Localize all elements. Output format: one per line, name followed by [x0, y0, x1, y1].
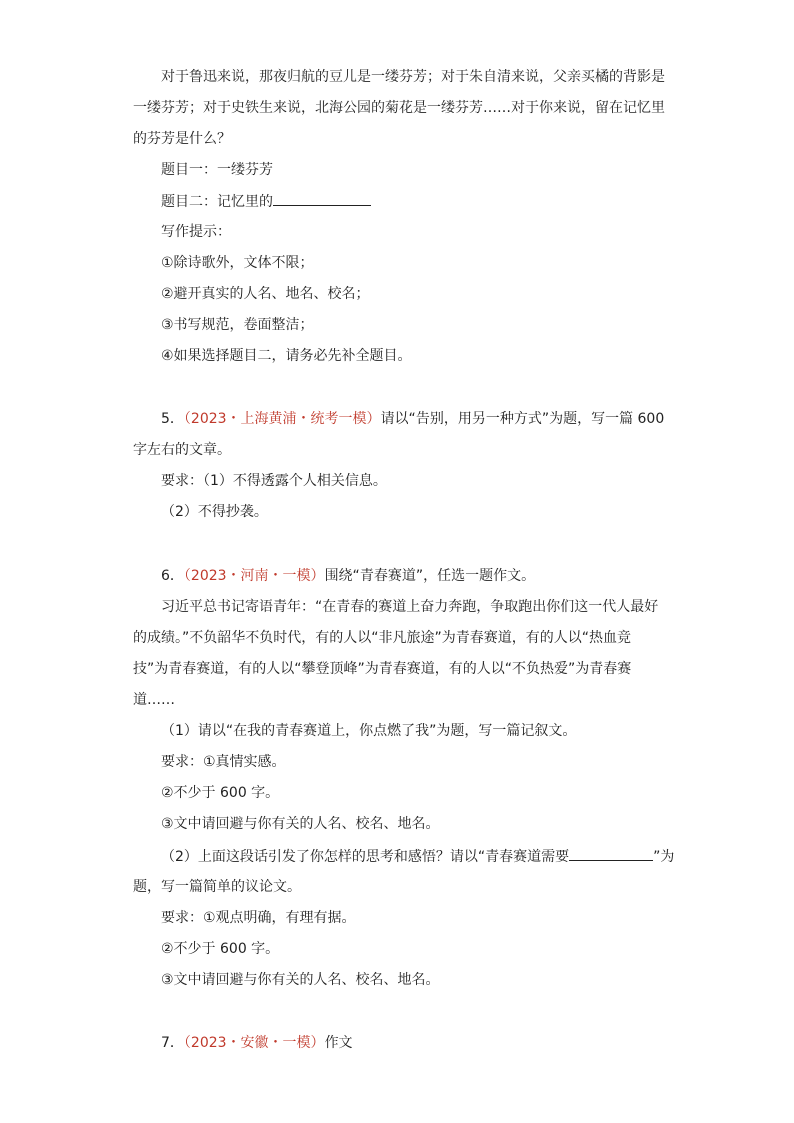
q6-para-line-1: 习近平总书记寄语青年：“在青春的赛道上奋力奔跑，争取跑出你们这一代人最好 [161, 599, 659, 615]
q6-sub1-req-1: 要求：①真情实感。 [161, 754, 286, 770]
q6-sub2-req-2: ②不少于 600 字。 [161, 941, 280, 957]
q7-source: （2023・安徽・一模） [183, 1035, 325, 1051]
tips-heading: 写作提示： [161, 224, 231, 240]
tip-item-3: ③书写规范，卷面整洁； [161, 317, 314, 333]
q6-para-line-3: 技”为青春赛道，有的人以“攀登顶峰”为青春赛道，有的人以“不负热爱”为青春赛 [133, 661, 632, 677]
q6-heading-text: 围绕“青春赛道”，任选一题作文。 [324, 568, 536, 584]
q6-sub2-req-1: 要求：①观点明确，有理有据。 [161, 910, 356, 926]
topic-two-blank [273, 191, 371, 206]
q6-sub2-blank [569, 846, 653, 861]
topic-two-prefix: 题目二：记忆里的 [161, 194, 273, 210]
q6-sub2-suffix: ”为 [653, 849, 675, 865]
tip-item-1: ①除诗歌外，文体不限； [161, 255, 314, 271]
topic-two [161, 191, 371, 212]
topic-one: 题目一：一缕芬芳 [161, 162, 273, 178]
q5-text: 请以“告别，用另一种方式”为题，写一篇 600 [380, 411, 665, 427]
q6-sub2-line-2: 题，写一篇简单的议论文。 [133, 879, 301, 895]
q6-para-line-2: 的成绩。”不负韶华不负时代，有的人以“非凡旅途”为青春赛道，有的人以“热血竞 [133, 630, 632, 646]
tip-item-2: ②避开真实的人名、地名、校名； [161, 286, 370, 302]
q5-source: （2023・上海黄浦・统考一模） [183, 411, 381, 427]
q6-sub1-req-3: ③文中请回避与你有关的人名、校名、地名。 [161, 816, 440, 832]
q6-sub2-prefix: （2）上面这段话引发了你怎样的思考和感悟？请以“青春赛道需要 [161, 849, 570, 865]
q6-source: （2023・河南・一模） [183, 568, 325, 584]
q6-sub1: （1）请以“在我的青春赛道上，你点燃了我”为题，写一篇记叙文。 [161, 723, 577, 739]
q6-para-line-4: 道…… [133, 692, 175, 708]
q7-number: 7． [161, 1035, 184, 1051]
intro-line-2: 一缕芬芳；对于史铁生来说，北海公园的菊花是一缕芬芳……对于你来说，留在记忆里 [133, 100, 665, 116]
q6-sub2 [161, 846, 674, 867]
q6-sub1-req-2: ②不少于 600 字。 [161, 785, 280, 801]
q6-number: 6． [161, 568, 184, 584]
intro-line-3: 的芬芳是什么？ [133, 131, 231, 147]
q5-number: 5． [161, 411, 184, 427]
q5-requirement-1: 要求：（1）不得透露个人相关信息。 [161, 473, 387, 489]
q7-text: 作文 [324, 1035, 353, 1051]
q5-heading [161, 409, 664, 429]
q7-heading [161, 1033, 353, 1053]
q5-text-line-2: 字左右的文章。 [133, 442, 231, 458]
tip-item-4: ④如果选择题目二，请务必先补全题目。 [161, 348, 412, 364]
q6-heading [161, 566, 535, 586]
intro-line-1: 对于鲁迅来说，那夜归航的豆儿是一缕芬芳；对于朱自清来说，父亲买橘的背影是 [161, 69, 665, 85]
q6-sub2-req-3: ③文中请回避与你有关的人名、校名、地名。 [161, 972, 440, 988]
q5-requirement-2: （2）不得抄袭。 [161, 504, 268, 520]
